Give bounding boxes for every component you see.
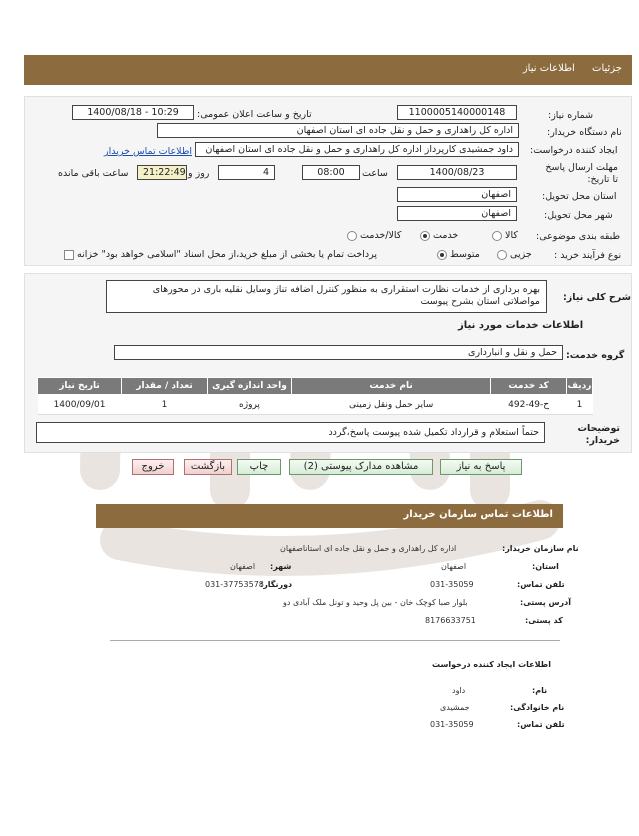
tab-details[interactable]: جزئیات [592, 63, 622, 74]
contact-fax-value: 031-37753578 [205, 580, 264, 589]
description-field: بهره برداری از خدمات نظارت استقراری به منظور کنترل اضافه تناژ وسایل نقلیه باری در محورهای مواصلاتی استان بشرح پیوست [106, 280, 547, 313]
cell-row: 1 [566, 395, 592, 415]
print-button[interactable]: چاپ [237, 459, 281, 475]
contact-province-value: اصفهان [441, 562, 467, 571]
col-quantity: تعداد / مقدار [122, 378, 208, 395]
contact-city-label: شهر: [270, 562, 292, 571]
reply-button[interactable]: پاسخ به نیاز [440, 459, 522, 475]
buyer-org-field: اداره کل راهداری و حمل و نقل جاده ای استان اصفهان [157, 123, 519, 138]
days-field: 4 [218, 165, 275, 180]
contact-divider [110, 640, 560, 641]
cell-quantity: 1 [122, 395, 208, 415]
contact-postal-label: کد پستی: [525, 616, 563, 625]
col-service-code: کد خدمت [491, 378, 567, 395]
deadline-label: مهلت ارسال پاسخ تا تاریخ: [545, 162, 618, 185]
contact-phone-value: 031-35059 [430, 580, 474, 589]
creator-phone-label: تلفن تماس: [517, 720, 565, 729]
city-field: اصفهان [397, 206, 517, 221]
creator-last-name-label: نام خانوادگی: [510, 703, 565, 712]
contact-org-label: نام سازمان خریدار: [502, 544, 579, 553]
category-label: طبقه بندی موضوعی: [536, 231, 621, 242]
pt-partial-radio[interactable] [497, 250, 507, 260]
cat-goods-service-radio[interactable] [347, 231, 357, 241]
creator-first-name-label: نام: [532, 686, 548, 695]
buyer-contact-link[interactable]: اطلاعات تماس خریدار [104, 146, 193, 157]
table-header-row [38, 378, 593, 395]
pt-partial-option[interactable] [497, 249, 532, 260]
contact-address-value: بلوار صبا کوچک خان - بین پل وحید و تونل ملک آبادی دو [283, 598, 468, 607]
contact-phone-label: تلفن تماس: [517, 580, 565, 589]
city-label: شهر محل تحویل: [544, 210, 613, 221]
creator-section-title: اطلاعات ایجاد کننده درخواست [432, 660, 551, 669]
cat-goods-label: کالا [505, 230, 518, 241]
announce-field: 1400/08/18 - 10:29 [72, 105, 194, 120]
contact-fax-label: دورنگار: [260, 580, 293, 589]
deadline-date-field: 1400/08/23 [397, 165, 517, 180]
contact-postal-value: 8176633751 [425, 616, 476, 625]
col-row: ردیف [566, 378, 592, 395]
cat-service-radio[interactable] [420, 231, 430, 241]
creator-first-name-value: داود [452, 686, 466, 695]
remaining-time-field: 21:22:49 [137, 165, 187, 180]
cat-goods-service-label: کالا/خدمت [360, 230, 402, 241]
buyer-org-label: نام دستگاه خریدار: [547, 127, 622, 138]
buyer-notes-label: توضیحات خریدار: [577, 423, 620, 446]
province-label: استان محل تحویل: [542, 191, 617, 202]
pt-medium-label: متوسط [450, 249, 480, 260]
payment-note-option[interactable] [64, 249, 377, 260]
creator-phone-value: 031-35059 [430, 720, 474, 729]
creator-last-name-value: جمشیدی [440, 703, 470, 712]
col-need-date: تاریخ نیاز [38, 378, 122, 395]
payment-note-label: پرداخت تمام یا بخشی از مبلغ خرید،از محل اسناد "اسلامی خواهد بود" خزانه [77, 249, 377, 260]
tab-need-info[interactable]: اطلاعات نیاز [522, 63, 575, 74]
cat-goods-radio[interactable] [492, 231, 502, 241]
cat-service-label: خدمت [433, 230, 459, 241]
cell-service-name: سایر حمل ونقل زمینی [291, 395, 490, 415]
remaining-label: ساعت باقی مانده [58, 168, 129, 179]
col-service-name: نام خدمت [291, 378, 490, 395]
cell-service-code: ح-49-492 [491, 395, 567, 415]
back-button[interactable]: بازگشت [184, 459, 232, 475]
buyer-notes-field: حتماً استعلام و قرارداد تکمیل شده پیوست پاسخ،گردد [36, 422, 545, 443]
requester-label: ایجاد کننده درخواست: [530, 145, 618, 156]
service-group-label: گروه خدمت: [566, 350, 625, 361]
need-number-field: 1100005140000148 [397, 105, 517, 120]
requester-field: داود جمشیدی کارپرداز اداره کل راهداری و حمل و نقل جاده ای استان اصفهان [195, 142, 519, 157]
pt-partial-label: جزیی [510, 249, 532, 260]
exit-button[interactable]: خروج [132, 459, 174, 475]
description-label: شرح کلی نیاز: [563, 292, 632, 303]
col-unit: واحد اندازه گیری [208, 378, 292, 395]
need-number-label: شماره نیاز: [548, 110, 594, 121]
cell-need-date: 1400/09/01 [38, 395, 122, 415]
pt-medium-option[interactable] [437, 249, 480, 260]
days-label: روز و [188, 168, 210, 179]
contact-city-value: اصفهان [230, 562, 256, 571]
time-label: ساعت [362, 168, 388, 179]
pt-medium-radio[interactable] [437, 250, 447, 260]
province-field: اصفهان [397, 187, 517, 202]
cell-unit: پروژه [208, 395, 292, 415]
cat-goods-option[interactable] [492, 230, 518, 241]
services-section-title: اطلاعات خدمات مورد نیاز [458, 320, 584, 331]
deadline-time-field: 08:00 [302, 165, 360, 180]
announce-label: تاریخ و ساعت اعلان عمومی: [197, 109, 312, 120]
contact-org-value: اداره کل راهداری و حمل و نقل جاده ای استاناصفهان [280, 544, 457, 553]
top-nav-bar [24, 55, 632, 85]
attachments-button[interactable]: مشاهده مدارک پیوستی (2) [289, 459, 433, 475]
cat-service-option[interactable] [420, 230, 458, 241]
table-row [38, 395, 593, 415]
payment-checkbox[interactable] [64, 250, 74, 260]
contact-province-label: استان: [532, 562, 559, 571]
contact-address-label: آدرس پستی: [520, 598, 571, 607]
cat-goods-service-option[interactable] [347, 230, 401, 241]
service-group-field: حمل و نقل و انبارداری [114, 345, 563, 360]
purchase-type-label: نوع فرآیند خرید : [554, 250, 622, 261]
services-table [37, 377, 593, 415]
contact-section-title: اطلاعات تماس سازمان خریدار [96, 504, 563, 528]
